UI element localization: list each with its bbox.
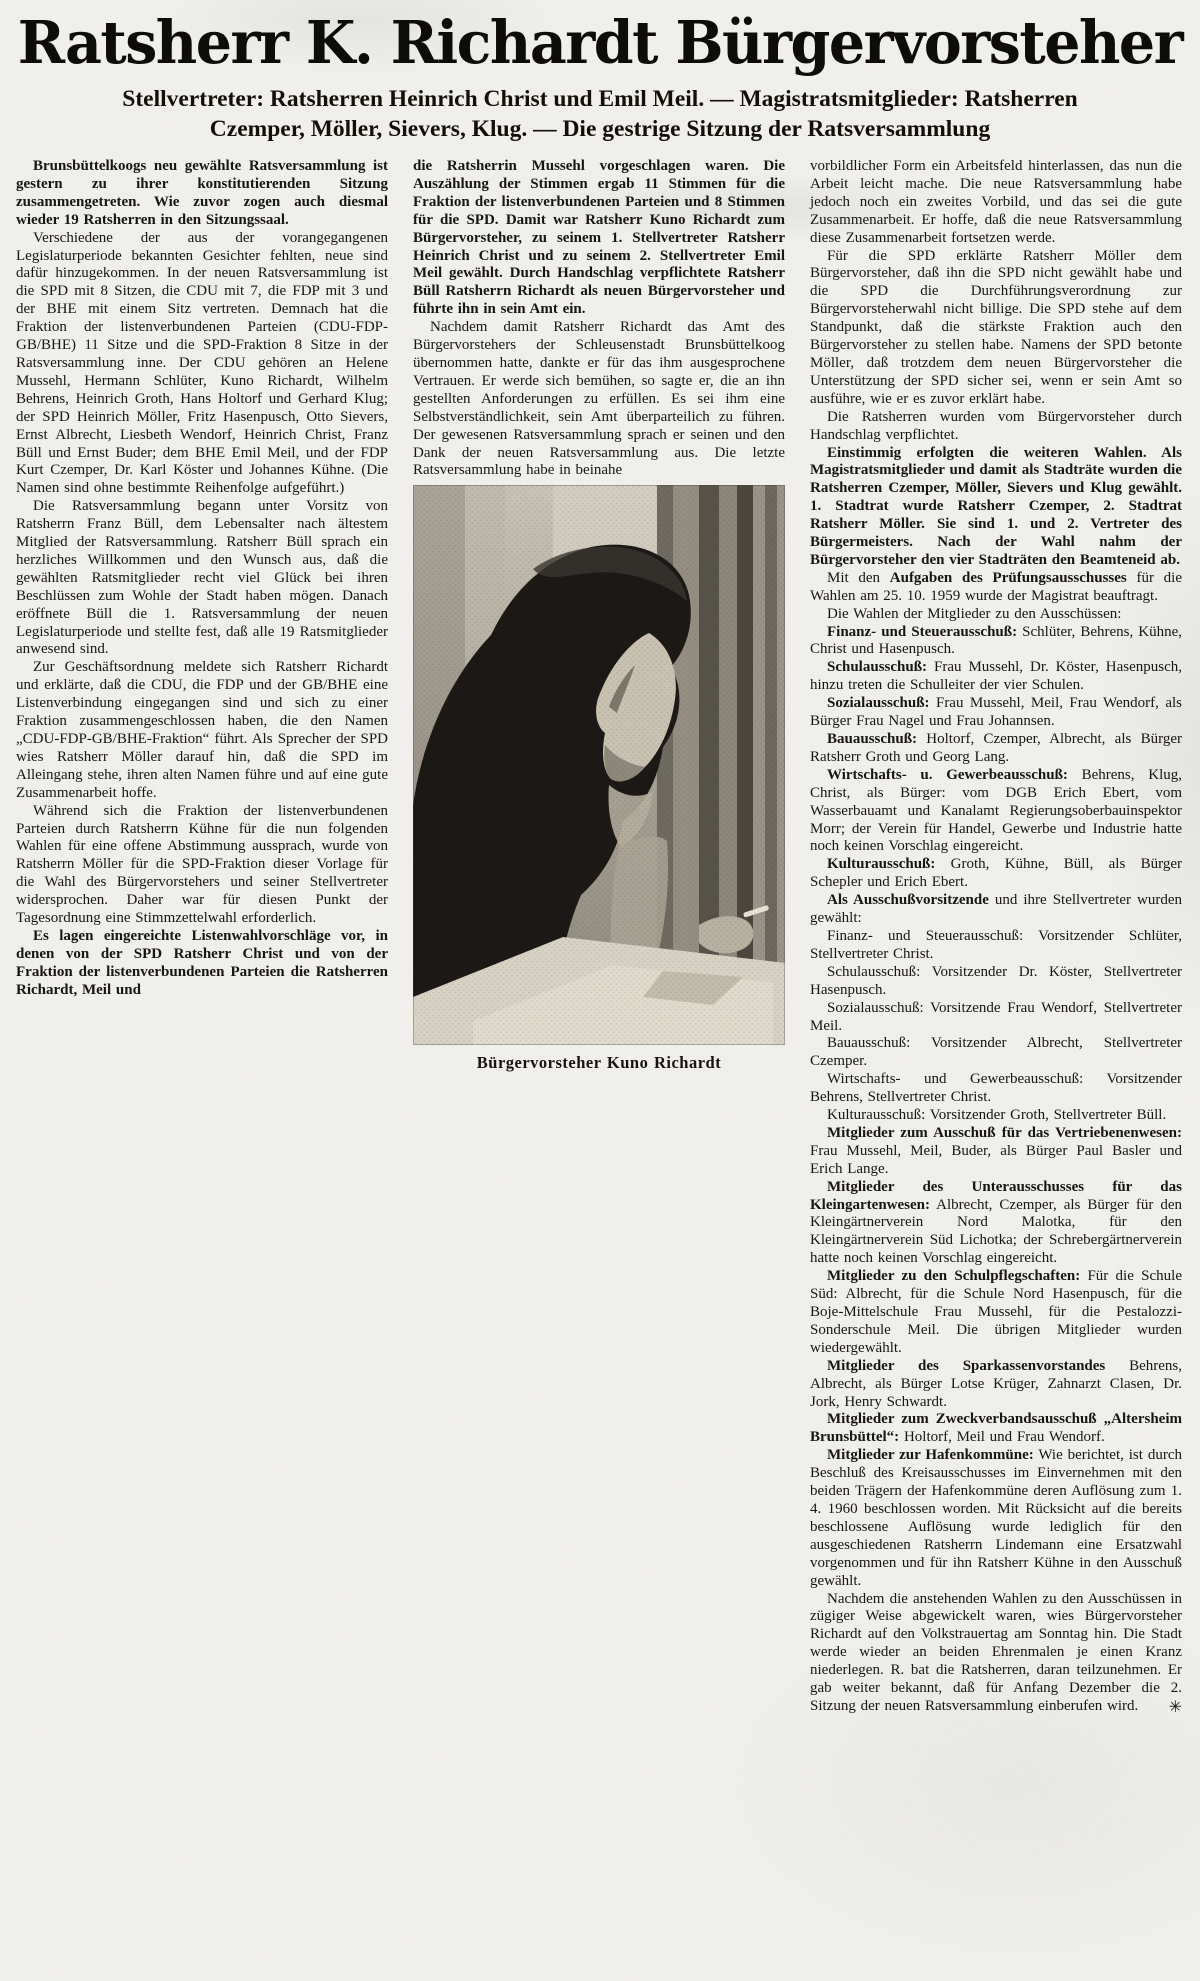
bold-text-segment: Mitglieder zur Hafenkommüne:	[827, 1447, 1034, 1464]
text-segment: Sozialausschuß: Vorsitzende Frau Wendorf, Stellvertreter Meil.	[810, 999, 1182, 1034]
text-segment: Nachdem die anstehenden Wahlen zu den Ausschüssen in zügiger Weise abgewickelt waren, wies Bürgervorsteher Richardt auf den Volkstrauertag am Sonntag hin. Die Stadt werde wieder an beiden Ehrenmalen je einen Kranz niederlegen. R. bat die Ratsherren, daran teilzunehmen. Er gab weiter bekannt, daß für Anfang Dezember die 2. Sitzung der neuen Ratsversammlung einberufen wird.	[810, 1590, 1182, 1714]
paragraph	[810, 1179, 1182, 1269]
bold-text-segment: Mitglieder zum Zweckverbandsausschuß „Altersheim Brunsbüttel“:	[810, 1411, 1182, 1446]
paragraph	[16, 803, 388, 928]
text-segment: Während sich die Fraktion der listenverbundenen Parteien durch Ratsherrn Kühne für die nun folgenden Wahlen für eine offene Abstimmung aussprach, wurde von Ratsherrn Möller für die SPD-Fraktion dieser Vorlage für die Wahl des Bürgervorstehers und seiner Stellvertreter widersprochen. Daher war für diesen Punkt der Tagesordnung eine Stimmzettelwahl erforderlich.	[16, 802, 388, 927]
article-body	[0, 144, 1200, 1716]
column-1	[16, 158, 388, 1716]
bold-text-segment: Aufgaben des Prüfungsausschusses	[889, 569, 1127, 586]
paragraph	[810, 1000, 1182, 1036]
subtitle-line-2: Czemper, Möller, Sievers, Klug. — Die gestrige Sitzung der Ratsversammlung	[209, 116, 991, 142]
bold-text-segment: Brunsbüttelkoogs neu gewählte Ratsversammlung ist gestern zu ihrer konstitutierenden Sitzung zusammengetreten. Wie zuvor zogen auch diesmal wieder 19 Ratsherren in den Sitzungssaal.	[16, 158, 388, 228]
text-segment: Kulturausschuß: Vorsitzender Groth, Stellvertreter Büll.	[827, 1107, 1167, 1124]
text-segment: Frau Mussehl, Meil, Buder, als Bürger Paul Basler und Erich Lange.	[810, 1142, 1182, 1177]
text-segment: Holtorf, Meil und Frau Wendorf.	[899, 1429, 1105, 1446]
text-segment: Die Wahlen der Mitglieder zu den Ausschüssen:	[827, 605, 1122, 622]
photo-block	[413, 485, 785, 1072]
subtitle	[30, 84, 1170, 144]
photo-caption: Bürgervorsteher Kuno Richardt	[476, 1053, 722, 1073]
text-segment: vorbildlicher Form ein Arbeitsfeld hinterlassen, das nun die Arbeit leicht mache. Die neue Ratsversammlung habe jedoch noch ein zweites Vorbild, und das sei die gute Zusammenarbeit. Er hoffe, daß die neue Ratsversammlung diese Zusammenarbeit fortsetzen werde.	[810, 158, 1182, 246]
text-segment: Groth, Kühne, Büll, als Bürger Schepler und Erich Ebert.	[810, 856, 1182, 891]
paragraph	[810, 964, 1182, 1000]
paragraph	[810, 856, 1182, 892]
bold-text-segment: Wirtschafts- u. Gewerbeausschuß:	[827, 766, 1068, 783]
paragraph	[810, 767, 1182, 857]
text-segment: Behrens, Albrecht, als Bürger Lotse Krüger, Zahnarzt Clasen, Dr. Jork, Henry Schwardt.	[810, 1357, 1182, 1410]
text-segment: Wie berichtet, ist durch Beschluß des Kreisausschusses im Einvernehmen mit den beiden Trägern der Hafenkommüne deren Auflösung zum 1. 4. 1960 beschlossen worden. Mit Rücksicht auf die bereits beschlossene Auflösung wurde lediglich für den ausgeschiedenen Ratsherrn Lindemann eine Ersatzwahl vorgenommen und für ihn Ratsherr Kühne in den Ausschuß gewählt.	[810, 1447, 1182, 1589]
paragraph	[413, 319, 785, 480]
text-segment: Die Ratsherren wurden vom Bürgervorsteher durch Handschlag verpflichtet.	[810, 408, 1182, 443]
paragraph	[810, 606, 1182, 624]
paragraph	[810, 892, 1182, 928]
bold-text-segment: Mitglieder zu den Schulpflegschaften:	[827, 1268, 1081, 1285]
paragraph	[810, 409, 1182, 445]
text-segment: Für die Schule Süd: Albrecht, für die Schule Nord Hasenpusch, für die Boje-Mittelschule Frau Mussehl, für die Pestalozzi-Sonderschule Meil. Die übrigen Mitglieder wurden wiedergewählt.	[810, 1268, 1182, 1356]
masthead	[0, 0, 1200, 144]
bold-text-segment: Mitglieder des Unterausschusses für das Kleingartenwesen:	[810, 1178, 1182, 1213]
text-segment: Mit den	[827, 569, 890, 586]
paragraph	[810, 248, 1182, 409]
bold-text-segment: Kulturausschuß:	[827, 856, 936, 873]
paragraph	[810, 570, 1182, 606]
text-segment: Nachdem damit Ratsherr Richardt das Amt des Bürgervorstehers der Schleusenstadt Brunsbüttelkoog übernommen hatte, dankte er für das ihm ausgesprochene Vertrauen. Er werde sich bemühen, so sagte er, die an ihn gestellten Anforderungen zu erfüllen. Es sei ihm eine Selbstverständlichkeit, sein Amt überparteilich zu führen. Der gewesenen Ratsversammlung sprach er seinen und den Dank der neuen Ratsversammlung aus. Die letzte Ratsversammlung habe in beinahe	[413, 319, 785, 479]
paragraph	[810, 624, 1182, 660]
text-segment: Frau Mussehl, Meil, Frau Wendorf, als Bürger Frau Nagel und Frau Johannsen.	[810, 695, 1182, 730]
bold-text-segment: die Ratsherrin Mussehl vorgeschlagen waren. Die Auszählung der Stimmen ergab 11 Stimmen für die Fraktion der listenverbundenen Parteien und 8 Stimmen für die SPD. Damit war Ratsherr Kuno Richardt zum Bürgervorsteher, zu seinem 1. Stellvertreter Ratsherr Heinrich Christ und zu seinem 2. Stellvertreter Emil Meil gewählt. Durch Handschlag verpflichtete Ratsherr Büll Ratsherrn Richardt als neuen Bürgervorsteher und führte ihn in sein Amt ein.	[413, 158, 785, 318]
bold-text-segment: Als Ausschußvorsitzende	[827, 892, 989, 909]
text-segment: und ihre Stellvertreter wurden gewählt:	[810, 892, 1183, 927]
paragraph	[16, 659, 388, 802]
text-segment: für die Wahlen am 25. 10. 1959 wurde der Magistrat beauftragt.	[810, 569, 1182, 604]
paragraph	[810, 731, 1182, 767]
paragraph	[810, 1107, 1182, 1125]
text-segment: Bauausschuß: Vorsitzender Albrecht, Stellvertreter Czemper.	[810, 1035, 1182, 1070]
paragraph	[810, 1411, 1182, 1447]
text-segment: Albrecht, Czemper, als Bürger für den Kleingärtnerverein Nord Malotka, für den Kleingärtnerverein Süd Lichotka; der Schrebergärtnerverein hatte noch keinen Vorschlag eingereicht.	[810, 1196, 1182, 1267]
bold-text-segment: Mitglieder zum Ausschuß für das Vertriebenenwesen:	[827, 1124, 1182, 1141]
paragraph	[16, 230, 388, 499]
text-segment: Behrens, Klug, Christ, als Bürger: vom DGB Erich Ebert, vom Wasserbauamt und Kanalamt Regierungsoberbauinspektor Morr; der Verein für Handel, Gewerbe und Industrie hatte noch keinen Vorschlag eingereicht.	[810, 766, 1182, 855]
column-2-text	[413, 158, 785, 480]
paragraph	[810, 928, 1182, 964]
paragraph	[810, 1035, 1182, 1071]
paragraph	[810, 158, 1182, 248]
text-segment: Finanz- und Steuerausschuß: Vorsitzender Schlüter, Stellvertreter Christ.	[810, 927, 1182, 962]
text-segment: Die Ratsversammlung begann unter Vorsitz von Ratsherrn Franz Büll, dem Lebensalter nach ältestem Mitglied der Ratsversammlung. Ratsherr Büll sprach ein herzliches Willkommen und den Wunsch aus, daß die gewählten Ratsmitglieder recht viel Glück bei ihren Beschlüssen zum Wohle der Stadt haben mögen. Danach eröffnete Büll die 1. Ratsversammlung der neuen Legislaturperiode und stellte fest, daß alle 19 Ratsmitglieder anwesend sind.	[16, 498, 388, 658]
bold-text-segment: Bauausschuß:	[827, 731, 918, 747]
end-star-ornament: ✳	[1168, 1696, 1182, 1716]
subtitle-line-1: Stellvertreter: Ratsherren Heinrich Christ und Emil Meil. — Magistratsmitglieder: Ratsherren	[122, 86, 1078, 112]
paragraph	[810, 695, 1182, 731]
bold-text-segment: Mitglieder des Sparkassenvorstandes	[827, 1357, 1106, 1374]
bold-text-segment: Sozialausschuß:	[827, 695, 930, 712]
paragraph	[810, 659, 1182, 695]
paragraph	[16, 928, 388, 1000]
text-segment: Für die SPD erklärte Ratsherr Möller dem Bürgervorsteher, daß ihn die SPD nicht gewählt habe und die SPD die Durchführungsverordnung zur Bürgervorsteherwahl nicht billige. Die SPD stehe auf dem Standpunkt, daß die stärkste Fraktion auch den Bürgervorsteher zu stellen habe. Namens der SPD betonte Möller, daß trotzdem dem neuen Bürgervorsteher die Unterstützung der SPD sicher sei, wenn er sein Amt so ausführe, wie er es zuvor erklärt habe.	[810, 247, 1182, 407]
text-segment: Frau Mussehl, Dr. Köster, Hasenpusch, hinzu treten die Schulleiter der vier Schulen.	[810, 659, 1182, 694]
column-3	[810, 158, 1182, 1716]
text-segment: Schulausschuß: Vorsitzender Dr. Köster, Stellvertreter Hasenpusch.	[810, 963, 1182, 998]
headline: Ratsherr K. Richardt Bürgervorsteher	[17, 7, 1183, 78]
paragraph	[413, 158, 785, 319]
paragraph	[810, 445, 1182, 570]
paragraph	[810, 1447, 1182, 1590]
text-segment: Zur Geschäftsordnung meldete sich Ratsherr Richardt und erklärte, daß die CDU, die FDP und der GB/BHE eine Listenverbindung eingegangen sind und sich zu einer Fraktion zusammengeschlossen haben, die den Namen „CDU-FDP-GB/BHE-Fraktion“ führt. Als Sprecher der SPD wies Ratsherr Möller darauf hin, daß die SPD im Alleingang stehe, ihren alten Namen führe und auf eine gute Zusammenarbeit hoffe.	[16, 659, 388, 801]
bold-text-segment: Schulausschuß:	[827, 659, 928, 676]
bold-text-segment: Finanz- und Steuerausschuß:	[827, 623, 1018, 640]
paragraph	[810, 1358, 1182, 1412]
text-segment: Wirtschafts- und Gewerbeausschuß: Vorsitzender Behrens, Stellvertreter Christ.	[810, 1071, 1182, 1106]
text-segment: Verschiedene der aus der vorangegangenen Legislaturperiode bekannten Gesichter fehlten, neue sind dafür hinzugekommen. In der neuen Ratsversammlung ist die SPD mit 8 Sitzen, die CDU mit 7, die FDP mit 3 und der BHE mit einem Sitz vertreten. Demnach hat die Fraktion der listenverbundenen Parteien (CDU-FDP-GB/BHE) 11 Sitze und die SPD-Fraktion 8 Sitze in der Ratsversammlung inne. Der CDU gehören an Helene Mussehl, Hermann Schlüter, Kuno Richardt, Wilhelm Behrens, Heinrich Groth, Hans Holtorf und Gerhard Klug; der SPD Heinrich Möller, Fritz Hasenpusch, Otto Sievers, Ernst Albrecht, Liesbeth Wendorf, Heinrich Christ, Franz Büll und Ernst Buder; dem BHE Emil Meil, und der FDP Kurt Czemper, Dr. Karl Köster und Johannes Kühne. (Die Namen sind ohne bestimmte Reihenfolge aufgeführt.)	[16, 229, 388, 497]
text-segment: Holtorf, Czemper, Albrecht, als Bürger Ratsherr Groth und Georg Lang.	[810, 731, 1182, 765]
paragraph	[810, 1268, 1182, 1358]
paragraph	[16, 158, 388, 230]
column-2	[413, 158, 785, 1716]
paragraph	[16, 498, 388, 659]
paragraph	[810, 1071, 1182, 1107]
paragraph	[810, 1591, 1182, 1716]
portrait-photo-illustration	[413, 485, 785, 1045]
text-segment: Schlüter, Behrens, Kühne, Christ und Hasenpusch.	[810, 623, 1183, 658]
bold-text-segment: Es lagen eingereichte Listenwahlvorschläge vor, in denen von der SPD Ratsherr Christ und von der Fraktion der listenverbundenen Parteien die Ratsherren Richardt, Meil und	[16, 927, 388, 998]
bold-text-segment: Einstimmig erfolgten die weiteren Wahlen. Als Magistratsmitglieder und damit als Stadträte wurden die Ratsherren Czemper, Möller, Sievers und Klug gewählt. 1. Stadtrat wurde Ratsherr Czemper, 2. Stadtrat Ratsherr Möller. Sie sind 1. und 2. Vertreter des Bürgermeisters. Nach der Wahl nahm der Bürgervorsteher den vier Stadträten den Beamteneid ab.	[810, 444, 1182, 568]
portrait-photo-kuno-richardt	[413, 485, 785, 1045]
paragraph	[810, 1125, 1182, 1179]
